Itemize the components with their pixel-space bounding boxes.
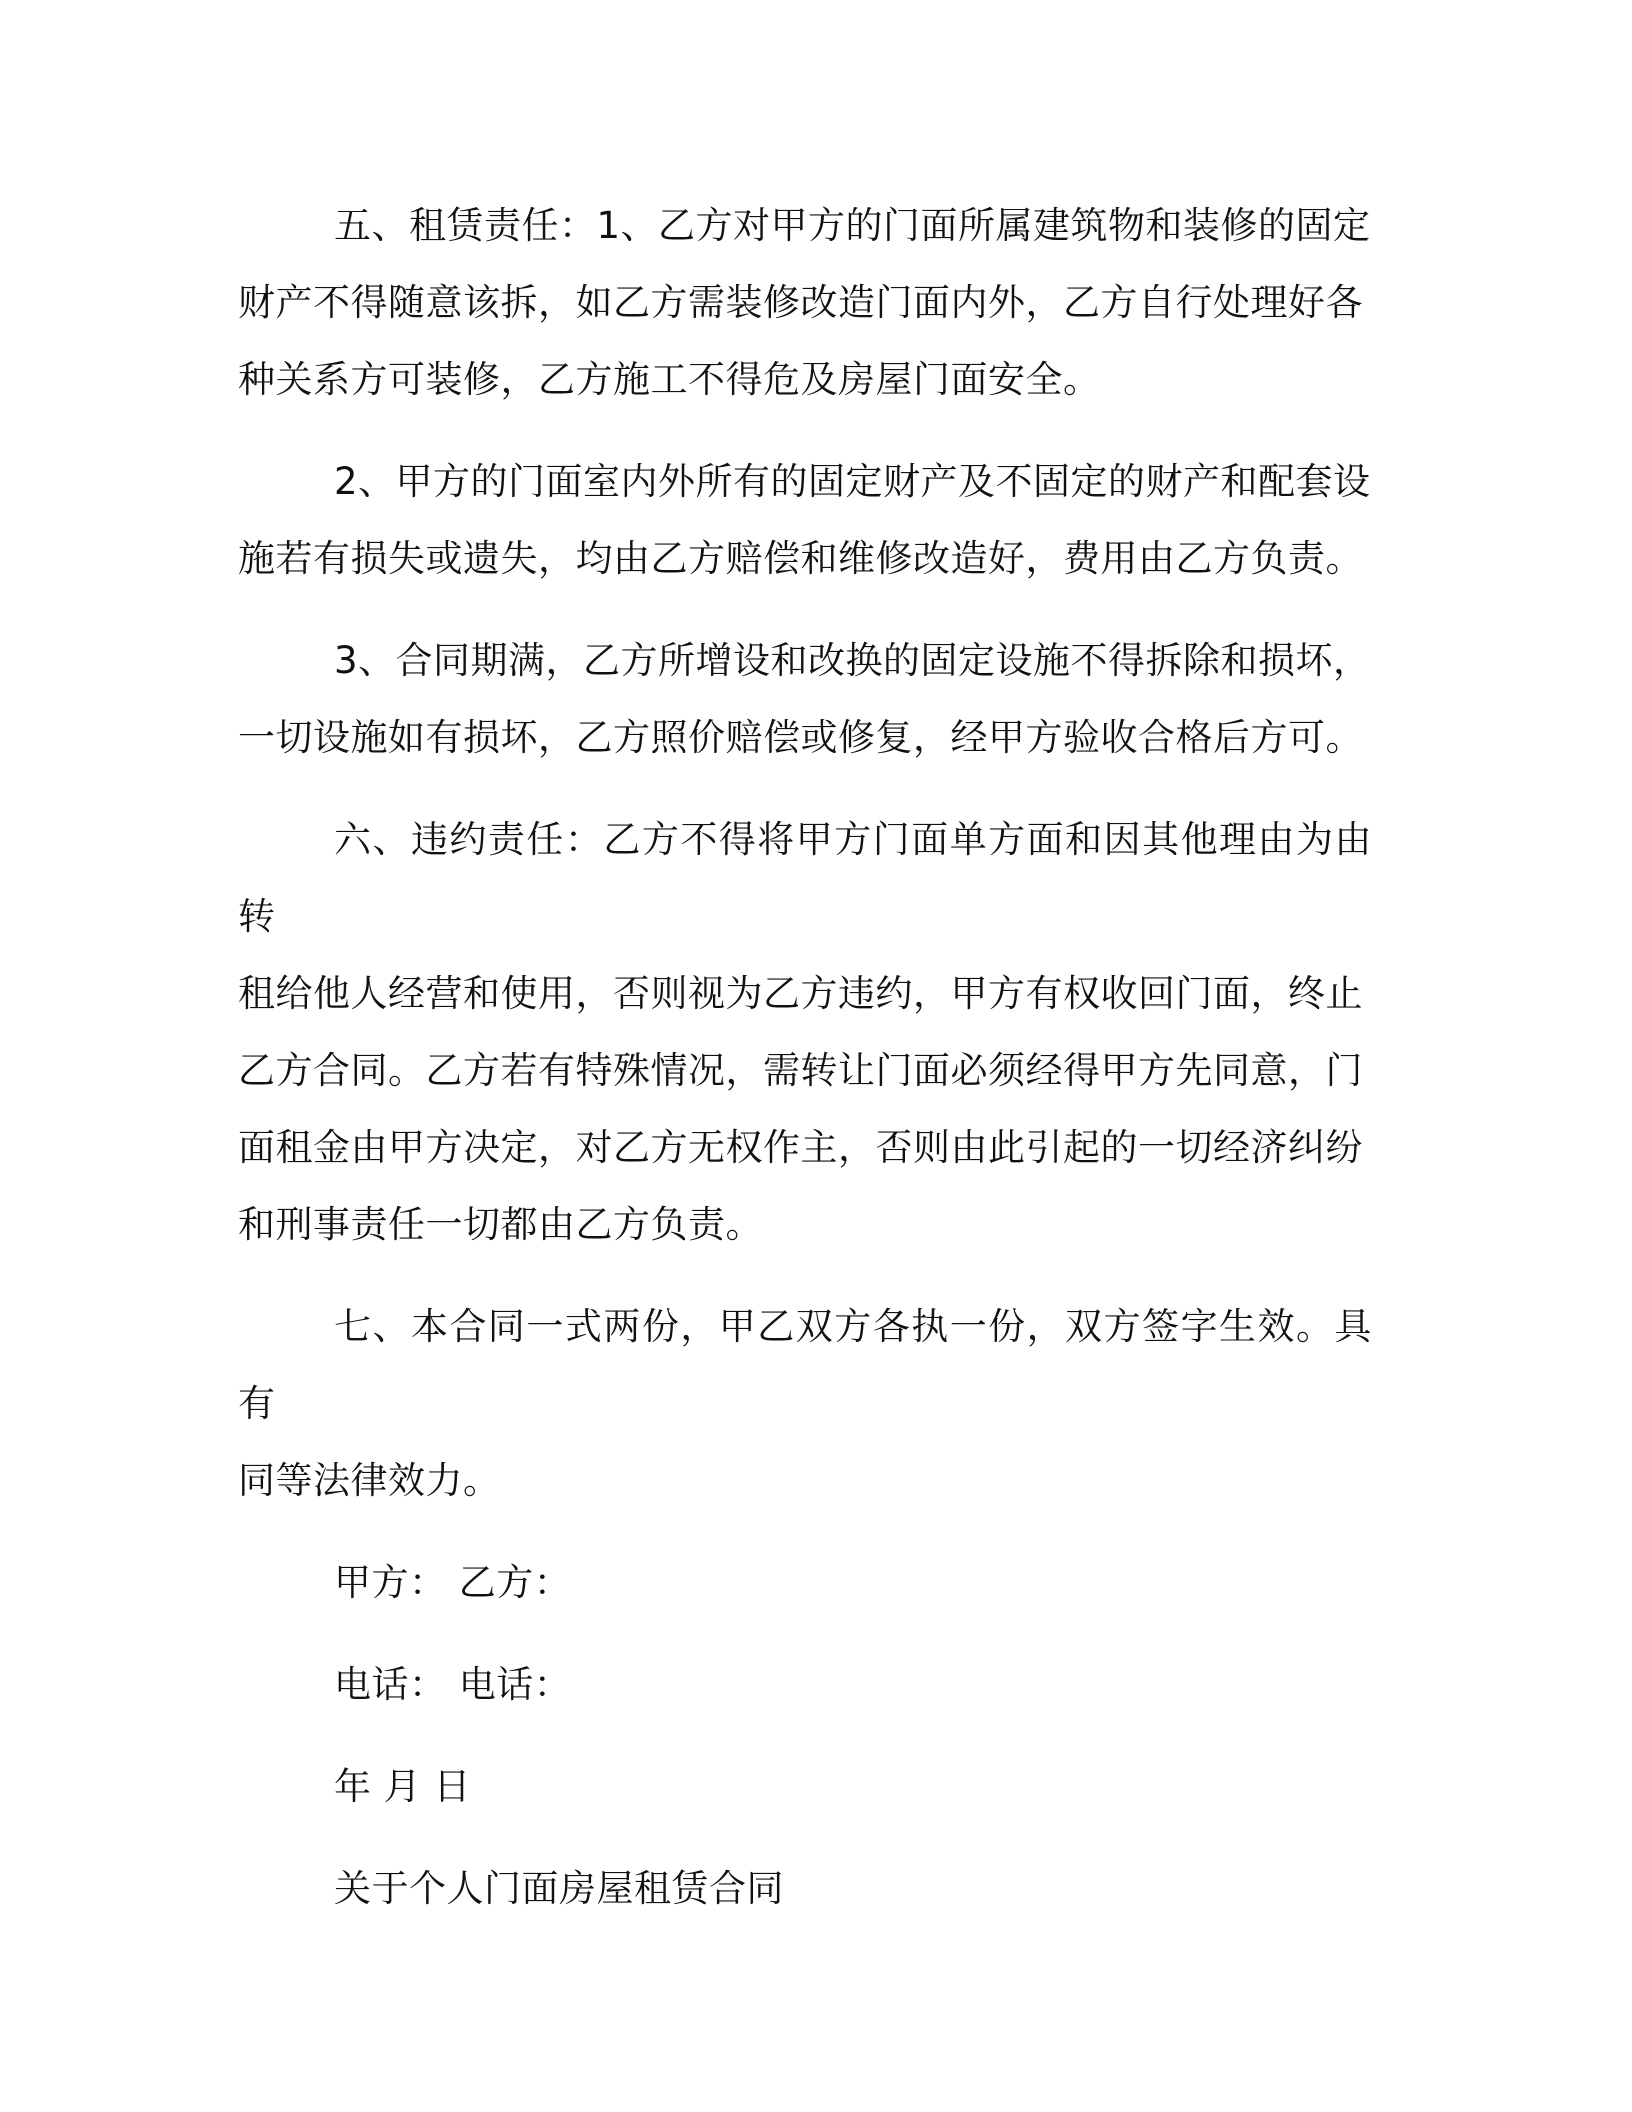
clause-5-line-2: 财产不得随意该拆，如乙方需装修改造门面内外，乙方自行处理好各 [238, 281, 1363, 324]
clause-7-copies [238, 1288, 1372, 1519]
clause-6-line-5: 和刑事责任一切都由乙方负责。 [238, 1203, 763, 1246]
clause-5-lease-responsibility [238, 187, 1372, 418]
document-body [238, 187, 1372, 1952]
signature-phones: 电话： 电话： [334, 1663, 572, 1706]
clause-5-line-1: 五、租赁责任：1、乙方对甲方的门面所属建筑物和装修的固定 [334, 204, 1371, 247]
signature-parties: 甲方： 乙方： [334, 1561, 572, 1604]
clause-6-line-2: 租给他人经营和使用，否则视为乙方违约，甲方有权收回门面，终止 [238, 972, 1363, 1015]
clause-6-line-4: 面租金由甲方决定，对乙方无权作主，否则由此引起的一切经济纠纷 [238, 1126, 1363, 1169]
next-document-title: 关于个人门面房屋租赁合同 [334, 1867, 784, 1910]
signature-date: 年 月 日 [334, 1765, 472, 1808]
clause-6-breach-liability [238, 801, 1372, 1263]
clause-6-line-1: 六、违约责任：乙方不得将甲方门面单方面和因其他理由为由转 [238, 818, 1372, 938]
clause-5-item-2-line-1: 2、甲方的门面室内外所有的固定财产及不固定的财产和配套设 [334, 460, 1371, 503]
clause-5-item-2 [238, 443, 1372, 597]
clause-6-line-3: 乙方合同。乙方若有特殊情况，需转让门面必须经得甲方先同意，门 [238, 1049, 1363, 1092]
clause-5-line-3: 种关系方可装修，乙方施工不得危及房屋门面安全。 [238, 358, 1101, 401]
clause-5-item-3-line-2: 一切设施如有损坏，乙方照价赔偿或修复，经甲方验收合格后方可。 [238, 716, 1363, 759]
clause-5-item-2-line-2: 施若有损失或遗失，均由乙方赔偿和维修改造好，费用由乙方负责。 [238, 537, 1363, 580]
clause-5-item-3 [238, 622, 1372, 776]
clause-7-line-1: 七、本合同一式两份，甲乙双方各执一份，双方签字生效。具有 [238, 1305, 1372, 1425]
clause-7-line-2: 同等法律效力。 [238, 1459, 501, 1502]
clause-5-item-3-line-1: 3、合同期满，乙方所增设和改换的固定设施不得拆除和损坏， [334, 639, 1371, 682]
